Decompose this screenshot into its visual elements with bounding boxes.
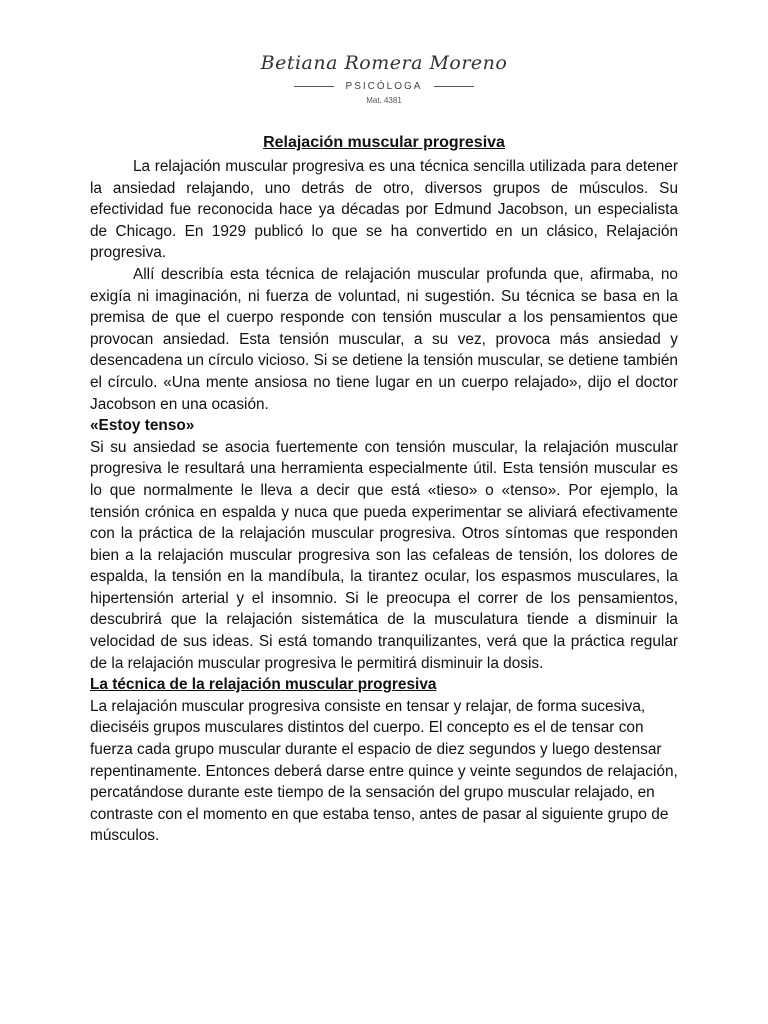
letterhead-role-row (0, 78, 768, 94)
letterhead-registration: Mat. 4381 (366, 96, 402, 105)
letterhead-role: PSICÓLOGA (345, 80, 423, 92)
letterhead-name: Betiana Romera Moreno (260, 52, 508, 74)
section-heading-tecnica: La técnica de la relajación muscular progresiva (90, 676, 437, 694)
paragraph-intro: La relajación muscular progresiva es una técnica sencilla utilizada para detener la ansiedad relajando, uno detrás de otro, diversos grupos de músculos. Su efectividad fue reconocida hace ya décadas por Edmund Jacobson, un especialista de Chicago. En 1929 publicó lo que se ha convertido en un clásico, Relajación progresiva. (90, 158, 678, 262)
letterhead-left-rule (294, 86, 334, 87)
paragraph-tension: Si su ansiedad se asocia fuertemente con tensión muscular, la relajación muscular progresiva le resultará una herramienta especialmente útil. Esta tensión muscular es lo que normalmente le lleva a decir que está «tieso» o «tenso». Por ejemplo, la tensión crónica en espalda y nuca que pueda experimentar se aliviará efectivamente con la práctica de la relajación muscular progresiva. Otros síntomas que responden bien a la relajación muscular progresiva son las cefaleas de tensión, los dolores de espalda, la tensión en la mandíbula, la tirantez ocular, los espasmos musculares, la hipertensión arterial y el insomnio. Si le preocupa el correr de los pensamientos, descubrirá que la relajación sistemática de la musculatura tiende a disminuir la velocidad de sus ideas. Si está tomando tranquilizantes, verá que la práctica regular de la relajación muscular progresiva le permitirá disminuir la dosis. (90, 438, 678, 672)
paragraph-jacobson: Allí describía esta técnica de relajación muscular profunda que, afirmaba, no exigía ni imaginación, ni fuerza de voluntad, ni sugestión. Su técnica se basa en la premisa de que el cuerpo responde con tensión muscular a los pensamientos que provocan ansiedad. Esta tensión muscular, a su vez, provoca más ansiedad y desencadena un círculo vicioso. Si se detiene la tensión muscular, se detiene también el círculo. «Una mente ansiosa no tiene lugar en un cuerpo relajado», dijo el doctor Jacobson en una ocasión. (90, 265, 678, 413)
document-title: Relajación muscular progresiva (263, 134, 505, 151)
section-heading-estoy-tenso: «Estoy tenso» (90, 417, 195, 435)
letterhead-right-rule (434, 86, 474, 87)
paragraph-tecnica: La relajación muscular progresiva consiste en tensar y relajar, de forma sucesiva, dieciséis grupos musculares distintos del cuerpo. El concepto es el de tensar con fuerza cada grupo muscular durante el espacio de diez segundos y luego destensar repentinamente. Entonces deberá darse entre quince y veinte segundos de relajación, percatándose durante este tiempo de la sensación del grupo muscular relajado, en contraste con el momento en que estaba tenso, antes de pasar al siguiente grupo de músculos. (90, 697, 678, 845)
letterhead (0, 50, 768, 107)
document-body (90, 132, 678, 847)
